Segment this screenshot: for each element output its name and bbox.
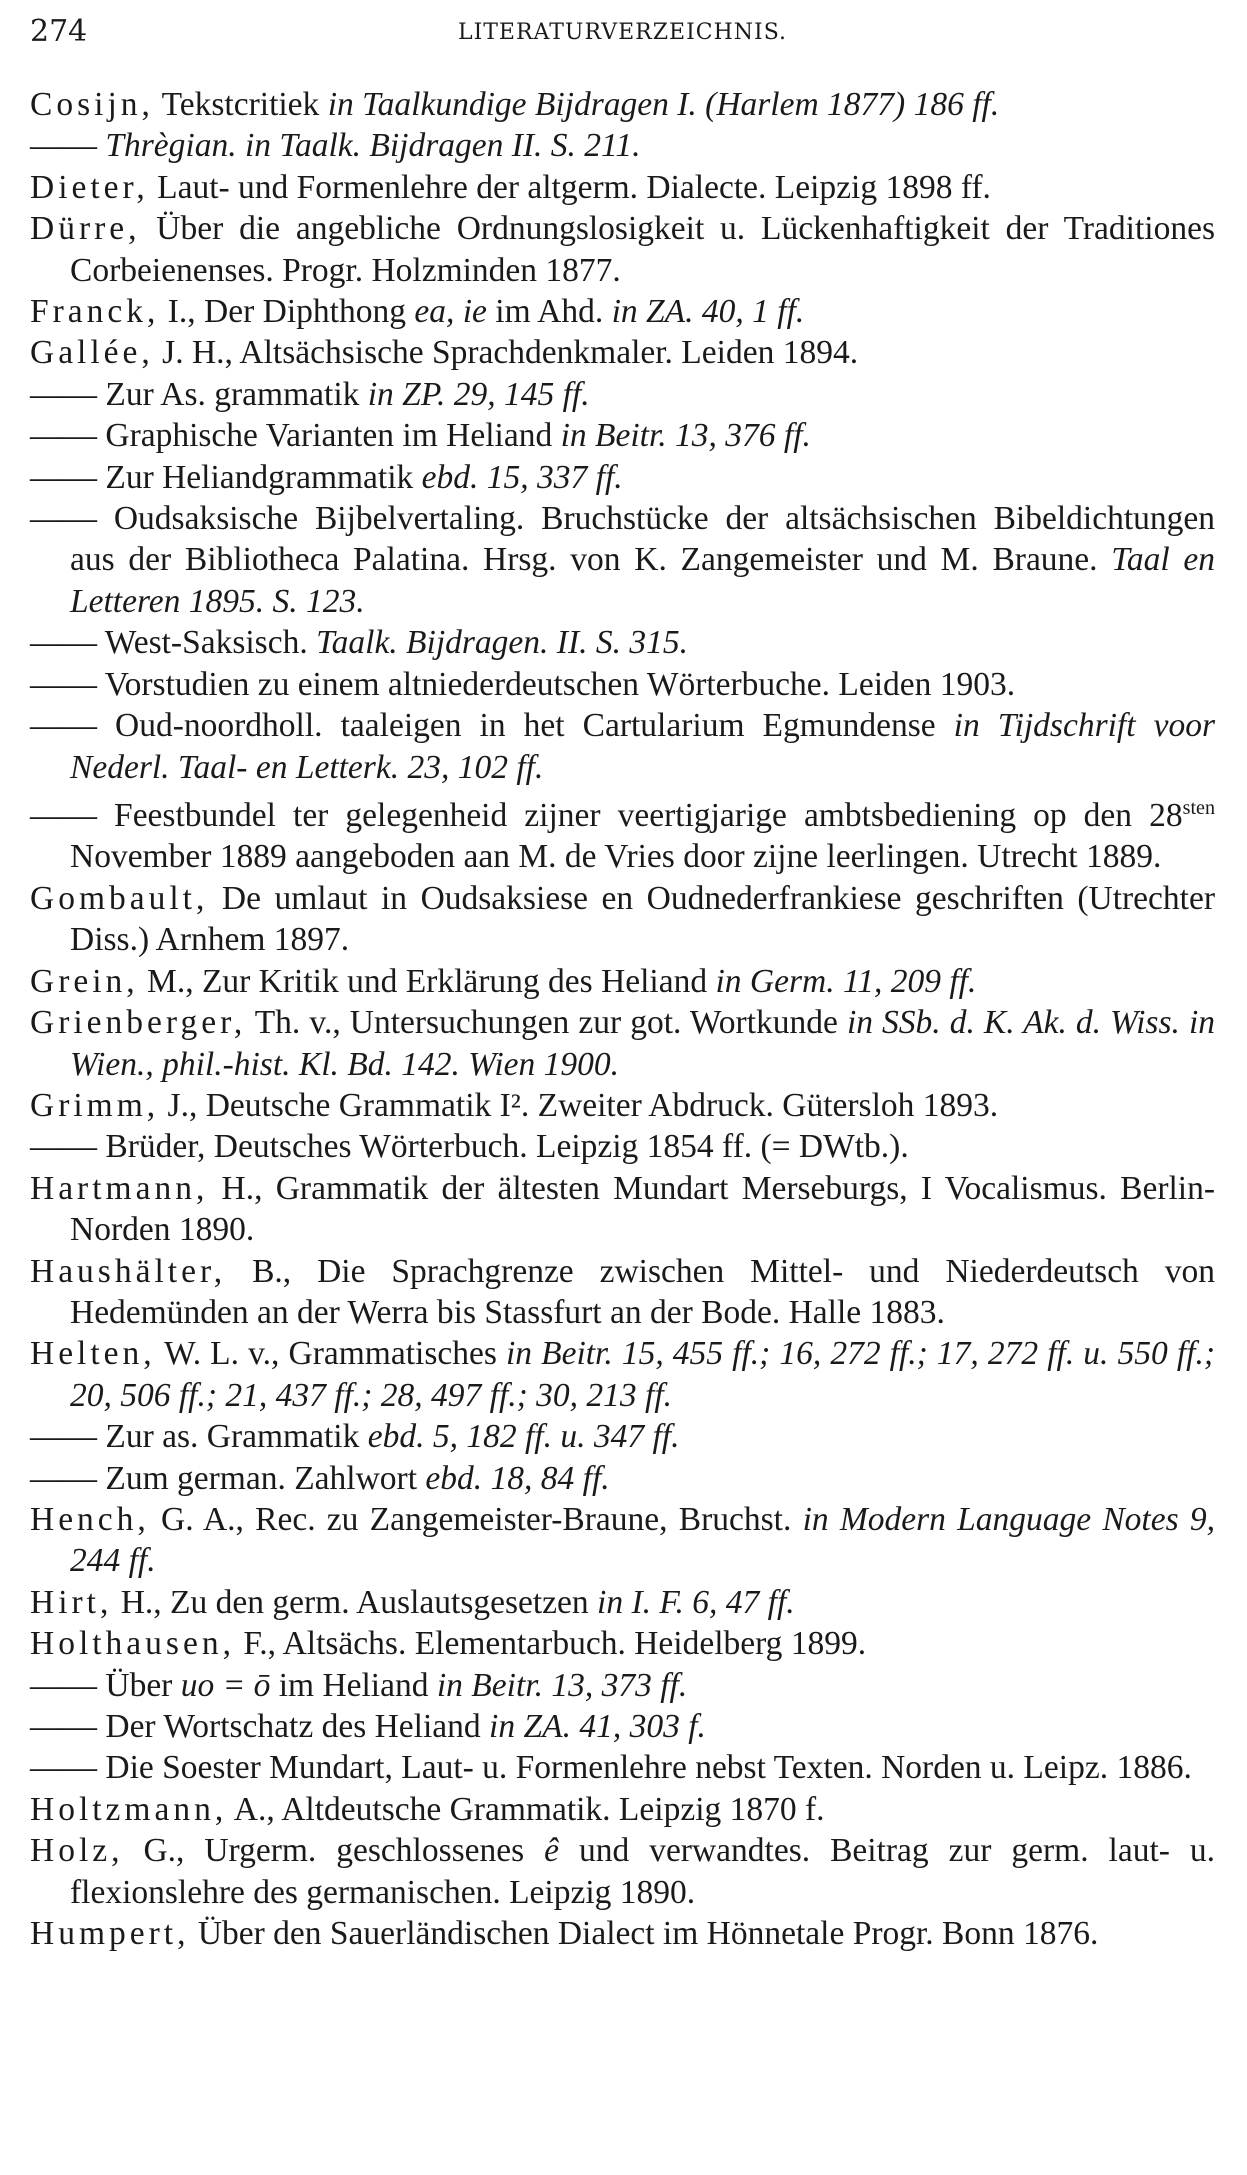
bibliography-entry [30, 664, 1215, 705]
entry-author: Haushälter, [30, 1252, 227, 1290]
entry-italic-text: Thrègian. in Taalk. Bijdragen II. S. 211. [105, 127, 641, 165]
entry-author: Helten, [30, 1335, 156, 1373]
entry-italic-text: uo = ō [180, 1666, 271, 1704]
entry-author: Dürre, [30, 210, 141, 248]
bibliography-entry [30, 374, 1215, 415]
bibliography-entry [30, 457, 1215, 498]
bibliography-entry [30, 1747, 1215, 1788]
entry-author: Franck, [30, 293, 160, 331]
bibliography-entry [30, 208, 1215, 291]
bibliography-entry [30, 1789, 1215, 1830]
entry-author: Hartmann, [30, 1169, 209, 1207]
entry-author: Holthausen, [30, 1625, 235, 1663]
entry-text: —— Zur as. Grammatik [30, 1418, 368, 1456]
entry-text: H., Zu den germ. Auslautsgesetzen [112, 1583, 598, 1621]
entry-italic-text: ebd. 18, 84 ff. [425, 1459, 610, 1497]
entry-author: Grienberger, [30, 1004, 247, 1042]
entry-italic-text: in I. F. 6, 47 ff. [597, 1583, 795, 1621]
entry-text: —— Zur Heliandgrammatik [30, 458, 422, 496]
bibliography-entry [30, 622, 1215, 663]
entry-italic-text: Taalk. Bijdragen. II. S. 315. [316, 624, 688, 662]
entry-text: im Ahd. [486, 293, 612, 331]
entry-italic-text: in Beitr. 15, 455 ff.; 16, 272 ff.; 17, 272 ff. u. 550 ff.; 20, 506 ff.; 21, 437 ff.; 28, 497 ff.; 30, 213 ff. [70, 1335, 1215, 1414]
entry-text: F., Altsächs. Elementarbuch. Heidelberg 1899. [234, 1625, 867, 1663]
entry-text: und verwandtes. Beitrag zur germ. laut- u. flexionslehre des germanischen. Leipzig 1890. [70, 1832, 1215, 1911]
bibliography-entry [30, 878, 1215, 961]
bibliography-entry [30, 1623, 1215, 1664]
entry-italic-text: ê [544, 1832, 560, 1870]
bibliography-entry [30, 1126, 1215, 1167]
entry-author: Grein, [30, 962, 139, 1000]
entry-text: Tekstcritiek [153, 86, 328, 123]
entry-italic-text: in ZP. 29, 145 ff. [367, 375, 590, 413]
bibliography-entry [30, 167, 1215, 208]
bibliography-entry [30, 1168, 1215, 1251]
bibliography-entry [30, 1499, 1215, 1582]
entry-text: —— Über [30, 1666, 181, 1704]
entry-author: Grimm, [30, 1086, 160, 1124]
bibliography-entry [30, 1582, 1215, 1623]
entry-italic-text: ea, ie [414, 293, 487, 331]
entry-text: November 1889 aangeboden aan M. de Vries door zijne leerlingen. Utrecht 1889. [70, 838, 1162, 876]
entry-author: Gombault, [30, 879, 209, 917]
bibliography-entry [30, 415, 1215, 456]
bibliography-entry [30, 1665, 1215, 1706]
entry-author: Gallée, [30, 334, 154, 372]
entry-italic-text: in Tijdschrift voor Nederl. Taal- en Letterk. 23, 102 ff. [70, 707, 1216, 786]
entry-text: —— Vorstudien zu einem altniederdeutschen Wörterbuche. Leiden 1903. [30, 665, 1016, 703]
entry-author: Hench, [30, 1500, 150, 1538]
entry-italic-text: Taal en Letteren 1895. S. 123. [70, 541, 1215, 620]
bibliography-entry [30, 1830, 1215, 1913]
entry-italic-text: in Beitr. 13, 373 ff. [436, 1666, 688, 1704]
bibliography-entry [30, 332, 1215, 373]
entry-italic-text: ebd. 5, 182 ff. u. 347 ff. [367, 1418, 680, 1456]
entry-text: Th. v., Untersuchungen zur got. Wortkunde [246, 1004, 847, 1042]
entry-italic-text: in Germ. 11, 209 ff. [715, 962, 977, 1000]
entry-text: Laut- und Formenlehre der altgerm. Dialecte. Leipzig 1898 ff. [148, 168, 991, 206]
entry-text: G. A., Rec. zu Zangemeister-Braune, Bruchst. [149, 1500, 803, 1538]
entry-text: —— Graphische Varianten im Heliand [30, 417, 561, 455]
entry-text: im Heliand [270, 1666, 437, 1704]
bibliography-entry [30, 1458, 1215, 1499]
entry-text: —— Die Soester Mundart, Laut- u. Formenlehre nebst Texten. Norden u. Leipz. 1886. [30, 1749, 1192, 1787]
entry-text: I., Der Diphthong [159, 293, 415, 331]
entry-text: W. L. v., Grammatisches [155, 1335, 506, 1373]
entry-text: J., Deutsche Grammatik I². Zweiter Abdruck. Gütersloh 1893. [159, 1086, 999, 1124]
bibliography-entry [30, 1333, 1215, 1416]
entry-text: De umlaut in Oudsaksiese en Oudnederfrankiese geschriften (Utrechter Diss.) Arnhem 1897. [70, 879, 1215, 959]
entry-italic-text: in ZA. 41, 303 f. [489, 1708, 706, 1745]
bibliography-entry [30, 1706, 1215, 1747]
entry-text: —— Oudsaksische Bijbelvertaling. Bruchstücke der altsächsischen Bibeldichtungen aus der Bibliotheca Palatina. Hrsg. von K. Zangemeister und M. Braune. [30, 500, 1215, 579]
entry-text: B., Die Sprachgrenze zwischen Mittel- und Niederdeutsch von Hedemünden an der Werra bis Stassfurt an der Bode. Halle 1883. [70, 1252, 1215, 1331]
entry-text: M., Zur Kritik und Erklärung des Heliand [138, 962, 716, 1000]
entry-author: Cosijn, [30, 86, 154, 123]
entry-text: H., Grammatik der ältesten Mundart Merseburgs, I Vocalismus. Berlin-Norden 1890. [70, 1169, 1215, 1249]
entry-author: Holz, [30, 1832, 124, 1870]
entry-text: —— Zur As. grammatik [30, 375, 368, 413]
entry-author: Dieter, [30, 168, 149, 206]
entry-text: —— Zum german. Zahlwort [30, 1459, 426, 1497]
bibliography-entry [30, 84, 1215, 125]
entry-text: —— Der Wortschatz des Heliand [30, 1708, 490, 1745]
bibliography-entry [30, 788, 1215, 878]
bibliography-entry [30, 961, 1215, 1002]
bibliography-entry [30, 498, 1215, 622]
bibliography-entry [30, 291, 1215, 332]
running-title: LITERATURVERZEICHNIS. [457, 20, 788, 45]
entry-text: —— Brüder, Deutsches Wörterbuch. Leipzig 1854 ff. (= DWtb.). [30, 1128, 909, 1166]
entry-text: —— Feestbundel ter gelegenheid zijner veertigjarige ambtsbediening op den 28 [30, 797, 1183, 835]
entry-text: J. H., Altsächsische Sprachdenkmaler. Leiden 1894. [153, 334, 859, 372]
bibliography-entry [30, 705, 1215, 788]
superscript-text: sten [1182, 796, 1215, 819]
page-header [30, 14, 1215, 58]
entry-text: —— [30, 127, 106, 165]
entry-text: —— West-Saksisch. [30, 624, 317, 662]
entry-text: —— Oud-noordholl. taaleigen in het Cartularium Egmundense [30, 707, 954, 745]
entry-italic-text: in Beitr. 13, 376 ff. [560, 417, 811, 455]
bibliography-entry [30, 1251, 1215, 1334]
bibliography-entry [30, 1913, 1215, 1954]
entry-text: G., Urgerm. geschlossenes [123, 1832, 545, 1870]
bibliography-entry [30, 1002, 1215, 1085]
entry-italic-text: in ZA. 40, 1 ff. [611, 293, 805, 331]
entry-text: Über den Sauerländischen Dialect im Hönnetale Progr. Bonn 1876. [189, 1915, 1099, 1953]
entry-author: Hirt, [30, 1583, 113, 1621]
bibliography-entry [30, 1085, 1215, 1126]
bibliography-entry [30, 1416, 1215, 1457]
entry-text: Über die angebliche Ordnungslosigkeit u. Lückenhaftigkeit der Traditiones Corbeienenses. Progr. Holzminden 1877. [70, 210, 1215, 289]
entry-text: A., Altdeutsche Grammatik. Leipzig 1870 f. [227, 1790, 825, 1828]
entry-italic-text: in Taalkundige Bijdragen I. (Harlem 1877) 186 ff. [327, 86, 1000, 123]
entry-author: Holtzmann, [30, 1790, 228, 1828]
entry-author: Humpert, [30, 1915, 190, 1953]
page-number: 274 [30, 14, 88, 49]
entry-italic-text: in SSb. d. K. Ak. d. Wiss. in Wien., phil.-hist. Kl. Bd. 142. Wien 1900. [70, 1004, 1215, 1083]
entry-italic-text: ebd. 15, 337 ff. [421, 458, 623, 496]
entry-italic-text: in Modern Language Notes 9, 244 ff. [70, 1500, 1215, 1580]
bibliography-entry [30, 125, 1215, 166]
bibliography-list [30, 84, 1215, 1954]
